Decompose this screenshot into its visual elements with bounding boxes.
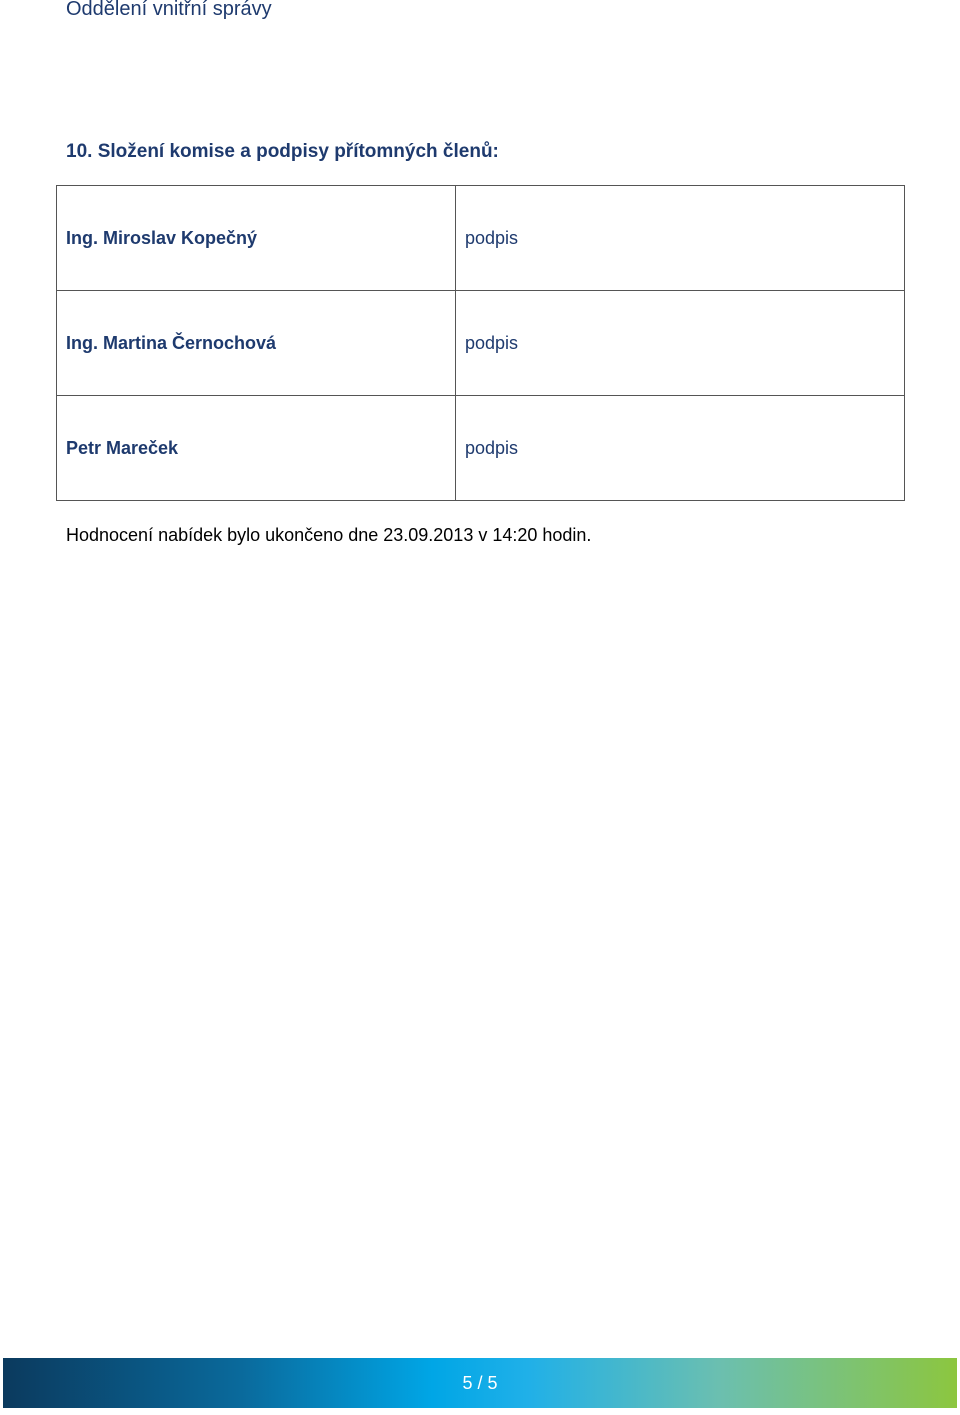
member-name: Ing. Martina Černochová: [57, 291, 456, 396]
signature-field: podpis: [456, 186, 905, 291]
table-row: [57, 186, 905, 291]
table-row: [57, 396, 905, 501]
page-number: 5 / 5: [462, 1373, 498, 1393]
table-row: [57, 291, 905, 396]
signature-field: podpis: [456, 396, 905, 501]
member-name: Petr Mareček: [57, 396, 456, 501]
header-title: Oddělení vnitřní správy: [66, 0, 272, 20]
section-heading: 10. Složení komise a podpisy přítomných členů:: [66, 141, 499, 162]
closing-note: Hodnocení nabídek bylo ukončeno dne 23.09.2013 v 14:20 hodin.: [66, 525, 592, 545]
signature-field: podpis: [456, 291, 905, 396]
member-name: Ing. Miroslav Kopečný: [57, 186, 456, 291]
members-signature-table: [56, 185, 905, 501]
